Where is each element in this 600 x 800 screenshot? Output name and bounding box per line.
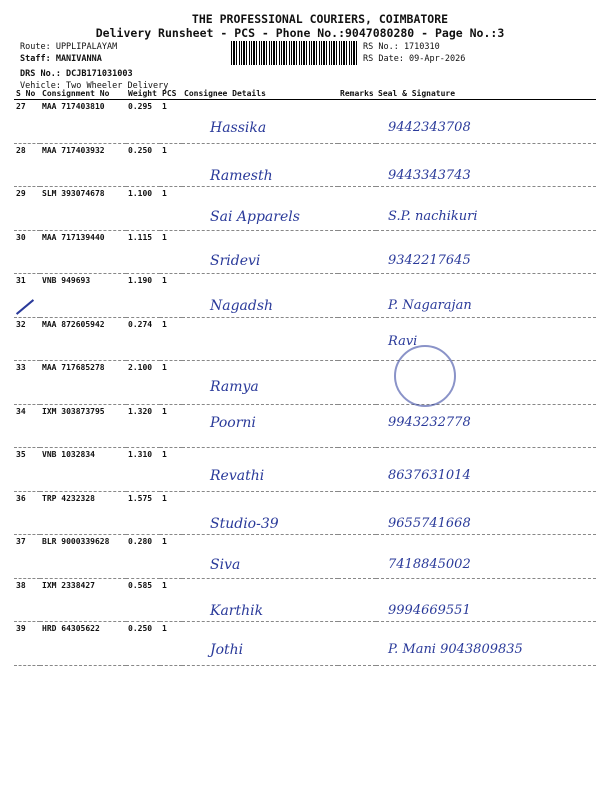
- staff-label: Staff: MANIVANNA: [20, 54, 102, 64]
- cell-pcs: 1: [160, 448, 182, 492]
- cell-consignee: [182, 361, 338, 405]
- cell-pcs: 1: [160, 361, 182, 405]
- col-weight: Weight: [126, 88, 160, 100]
- cell-signature: [376, 578, 596, 622]
- consignee-handwriting: Ramesth: [210, 167, 273, 184]
- cell-consignment: MAA 717403932: [40, 143, 126, 187]
- signature-handwriting: 9342217645: [388, 252, 471, 268]
- cell-signature: [376, 230, 596, 274]
- cell-remarks: [338, 230, 376, 274]
- cell-weight: 2.100: [126, 361, 160, 405]
- cell-remarks: [338, 187, 376, 231]
- cell-consignee: [182, 187, 338, 231]
- cell-consignee: [182, 143, 338, 187]
- cell-consignee: [182, 317, 338, 361]
- drs-label: DRS No.: DCJB171031003: [20, 69, 133, 79]
- cell-consignee: [182, 578, 338, 622]
- runsheet-table: [14, 88, 596, 666]
- cell-consignment: IXM 303873795: [40, 404, 126, 448]
- barcode: [231, 41, 359, 65]
- cell-sno: 34: [14, 404, 40, 448]
- cell-pcs: 1: [160, 317, 182, 361]
- signature-handwriting: 7418845002: [388, 557, 471, 572]
- cell-weight: 0.295: [126, 100, 160, 144]
- cell-signature: [376, 274, 596, 318]
- col-pcs: PCS: [160, 88, 182, 100]
- consignee-handwriting: Ramya: [210, 379, 259, 395]
- cell-sno: 37: [14, 535, 40, 579]
- consignee-handwriting: Sai Apparels: [210, 209, 300, 225]
- route-label: Route: UPPLIPALAYAM: [20, 42, 118, 52]
- cell-pcs: 1: [160, 578, 182, 622]
- table-row: [14, 578, 596, 622]
- route-info: [20, 41, 168, 92]
- cell-signature: [376, 535, 596, 579]
- cell-sno: 32: [14, 317, 40, 361]
- cell-sno: 31: [14, 274, 40, 318]
- cell-remarks: [338, 535, 376, 579]
- cell-signature: [376, 187, 596, 231]
- cell-pcs: 1: [160, 230, 182, 274]
- rs-info: [363, 41, 465, 65]
- cell-consignment: MAA 717403810: [40, 100, 126, 144]
- consignee-handwriting: Hassika: [210, 120, 267, 136]
- cell-weight: 1.190: [126, 274, 160, 318]
- col-consignee: Consignee Details: [182, 88, 338, 100]
- cell-signature: [376, 491, 596, 535]
- cell-remarks: [338, 578, 376, 622]
- cell-consignee: [182, 491, 338, 535]
- cell-consignee: [182, 404, 338, 448]
- rs-number: RS No.: 1710310: [363, 42, 440, 52]
- cell-pcs: 1: [160, 143, 182, 187]
- signature-handwriting: 9655741668: [388, 515, 471, 531]
- cell-consignment: MAA 717139440: [40, 230, 126, 274]
- consignee-handwriting: Sridevi: [210, 252, 261, 269]
- table-row: [14, 622, 596, 666]
- table-row: [14, 317, 596, 361]
- table-row: [14, 274, 596, 318]
- cell-signature: [376, 404, 596, 448]
- consignee-handwriting: Revathi: [210, 468, 265, 484]
- cell-remarks: [338, 100, 376, 144]
- cell-remarks: [338, 404, 376, 448]
- professional-seal-stamp: [394, 345, 456, 407]
- cell-pcs: 1: [160, 404, 182, 448]
- cell-pcs: 1: [160, 274, 182, 318]
- cell-pcs: 1: [160, 187, 182, 231]
- cell-sno: 29: [14, 187, 40, 231]
- cell-weight: 1.320: [126, 404, 160, 448]
- cell-weight: 1.310: [126, 448, 160, 492]
- cell-consignment: BLR 9000339628: [40, 535, 126, 579]
- cell-remarks: [338, 622, 376, 666]
- cell-weight: 0.274: [126, 317, 160, 361]
- signature-handwriting: S.P. nachikuri: [388, 209, 478, 224]
- vehicle-label: Vehicle: Two Wheeler Delivery: [20, 81, 169, 91]
- cell-consignee: [182, 622, 338, 666]
- table-row: [14, 143, 596, 187]
- rs-date: RS Date: 09-Apr-2026: [363, 54, 466, 64]
- signature-handwriting: P. Mani 9043809835: [388, 642, 523, 657]
- cell-consignment: VNB 949693: [40, 274, 126, 318]
- cell-signature: [376, 143, 596, 187]
- cell-sno: 36: [14, 491, 40, 535]
- cell-pcs: 1: [160, 535, 182, 579]
- cell-remarks: [338, 491, 376, 535]
- signature-handwriting: 8637631014: [388, 468, 471, 483]
- cell-weight: 1.575: [126, 491, 160, 535]
- consignee-handwriting: Jothi: [210, 642, 244, 658]
- cell-weight: 0.250: [126, 143, 160, 187]
- cell-consignee: [182, 274, 338, 318]
- cell-consignee: [182, 100, 338, 144]
- col-remarks: Remarks: [338, 88, 376, 100]
- table-row: [14, 230, 596, 274]
- table-row: [14, 100, 596, 144]
- cell-pcs: 1: [160, 491, 182, 535]
- consignee-handwriting: Karthik: [210, 602, 264, 619]
- cell-weight: 1.115: [126, 230, 160, 274]
- table-header-row: [14, 88, 596, 100]
- consignee-handwriting: Siva: [210, 557, 241, 573]
- cell-signature: [376, 622, 596, 666]
- cell-consignment: SLM 393074678: [40, 187, 126, 231]
- table-row: [14, 448, 596, 492]
- signature-handwriting: P. Nagarajan: [388, 298, 472, 313]
- cell-sno: 35: [14, 448, 40, 492]
- col-sno: S No: [14, 88, 40, 100]
- cell-sno: 38: [14, 578, 40, 622]
- cell-sno: 39: [14, 622, 40, 666]
- table-row: [14, 491, 596, 535]
- consignee-handwriting: Nagadsh: [210, 298, 274, 314]
- cell-sno: 28: [14, 143, 40, 187]
- cell-signature: [376, 448, 596, 492]
- consignee-handwriting: Poorni: [210, 414, 256, 431]
- cell-remarks: [338, 143, 376, 187]
- company-title: THE PROFESSIONAL COURIERS, COIMBATORE: [191, 12, 449, 26]
- signature-handwriting: 9994669551: [388, 602, 471, 618]
- cell-weight: 0.280: [126, 535, 160, 579]
- signature-handwriting: Ravi: [388, 333, 418, 349]
- cell-consignee: [182, 230, 338, 274]
- cell-signature: [376, 100, 596, 144]
- cell-consignment: MAA 872605942: [40, 317, 126, 361]
- cell-consignment: HRD 64305622: [40, 622, 126, 666]
- consignee-handwriting: Studio-39: [210, 515, 279, 532]
- cell-consignment: IXM 2338427: [40, 578, 126, 622]
- col-signature: Seal & Signature: [376, 88, 596, 100]
- cell-consignment: MAA 717685278: [40, 361, 126, 405]
- table-row: [14, 187, 596, 231]
- signature-handwriting: 9442343708: [388, 120, 471, 135]
- runsheet-subtitle: Delivery Runsheet - PCS - Phone No.:9047080280 - Page No.:3: [95, 26, 505, 40]
- cell-remarks: [338, 317, 376, 361]
- cell-pcs: 1: [160, 622, 182, 666]
- cell-sno: 30: [14, 230, 40, 274]
- cell-consignment: VNB 1032834: [40, 448, 126, 492]
- cell-weight: 0.250: [126, 622, 160, 666]
- cell-sno: 33: [14, 361, 40, 405]
- signature-handwriting: 9943232778: [388, 414, 471, 430]
- cell-weight: 1.100: [126, 187, 160, 231]
- cell-consignee: [182, 535, 338, 579]
- cell-weight: 0.585: [126, 578, 160, 622]
- cell-consignment: TRP 4232328: [40, 491, 126, 535]
- cell-sno: 27: [14, 100, 40, 144]
- signature-handwriting: 9443343743: [388, 167, 471, 183]
- col-consignment: Consignment No: [40, 88, 126, 100]
- cell-consignee: [182, 448, 338, 492]
- cell-pcs: 1: [160, 100, 182, 144]
- cell-remarks: [338, 274, 376, 318]
- table-row: [14, 361, 596, 405]
- table-row: [14, 535, 596, 579]
- cell-remarks: [338, 448, 376, 492]
- cell-remarks: [338, 361, 376, 405]
- table-row: [14, 404, 596, 448]
